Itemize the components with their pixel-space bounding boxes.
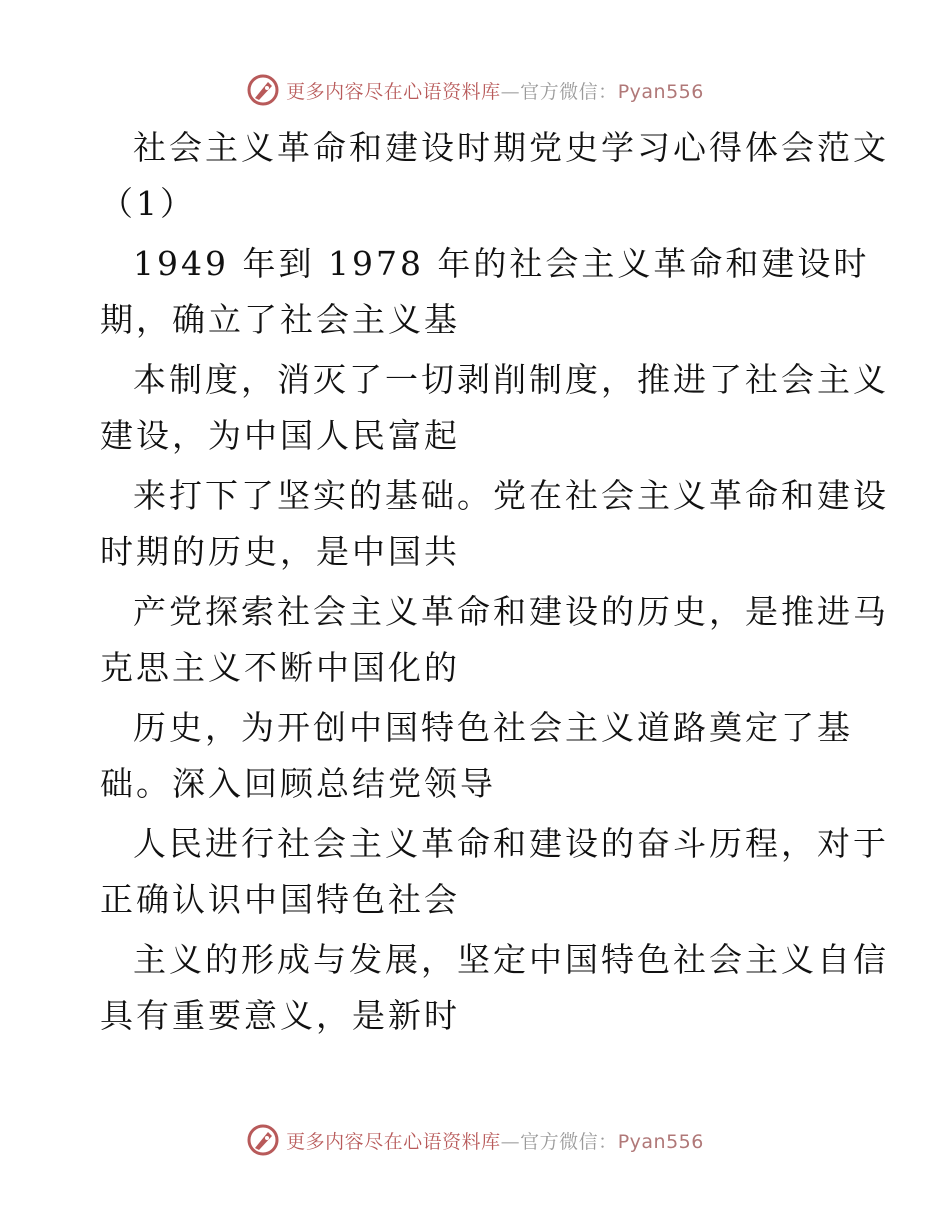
paragraph-line: 历史，为开创中国特色社会主义道路奠定了基: [133, 708, 853, 747]
paragraph-line: 人民进行社会主义革命和建设的奋斗历程，对于: [133, 824, 889, 863]
watermark-wechat-label: 官方微信：: [520, 80, 618, 103]
paragraph-line: 正确认识中国特色社会: [100, 880, 460, 919]
pen-nib-logo-icon: [246, 73, 280, 107]
watermark-wechat-label: 官方微信：: [520, 1130, 618, 1153]
paragraph-line: 产党探索社会主义革命和建设的历史，是推进马: [133, 592, 889, 631]
paragraph-line: 建设，为中国人民富起: [100, 416, 460, 455]
watermark-wechat-id: Pyan556: [617, 80, 704, 103]
paragraph-line: 时期的历史，是中国共: [100, 532, 460, 571]
paragraph-line: 础。深入回顾总结党领导: [100, 764, 496, 803]
watermark-text: [286, 77, 704, 104]
document-title-line-2: （1）: [100, 184, 196, 223]
paragraph-line: 本制度，消灭了一切剥削制度，推进了社会主义: [133, 360, 889, 399]
header-watermark-banner: [0, 70, 950, 110]
watermark-separator: —: [500, 1130, 521, 1153]
watermark-separator: —: [500, 80, 521, 103]
pen-nib-logo-icon: [246, 1123, 280, 1157]
paragraph-line: 克思主义不断中国化的: [100, 648, 460, 687]
paragraph-line: 主义的形成与发展，坚定中国特色社会主义自信: [133, 940, 889, 979]
paragraph-line: 来打下了坚实的基础。党在社会主义革命和建设: [133, 476, 889, 515]
footer-watermark-banner: [0, 1120, 950, 1160]
paragraph-line: 具有重要意义，是新时: [100, 996, 460, 1035]
paragraph-line: 期，确立了社会主义基: [100, 300, 460, 339]
watermark-wechat-id: Pyan556: [617, 1130, 704, 1153]
watermark-text: [286, 1127, 704, 1154]
watermark-brand: 更多内容尽在心语资料库: [286, 1130, 501, 1153]
watermark-brand: 更多内容尽在心语资料库: [286, 80, 501, 103]
document-title-line-1: 社会主义革命和建设时期党史学习心得体会范文: [133, 128, 889, 167]
paragraph-line: 1949 年到 1978 年的社会主义革命和建设时: [133, 244, 870, 283]
